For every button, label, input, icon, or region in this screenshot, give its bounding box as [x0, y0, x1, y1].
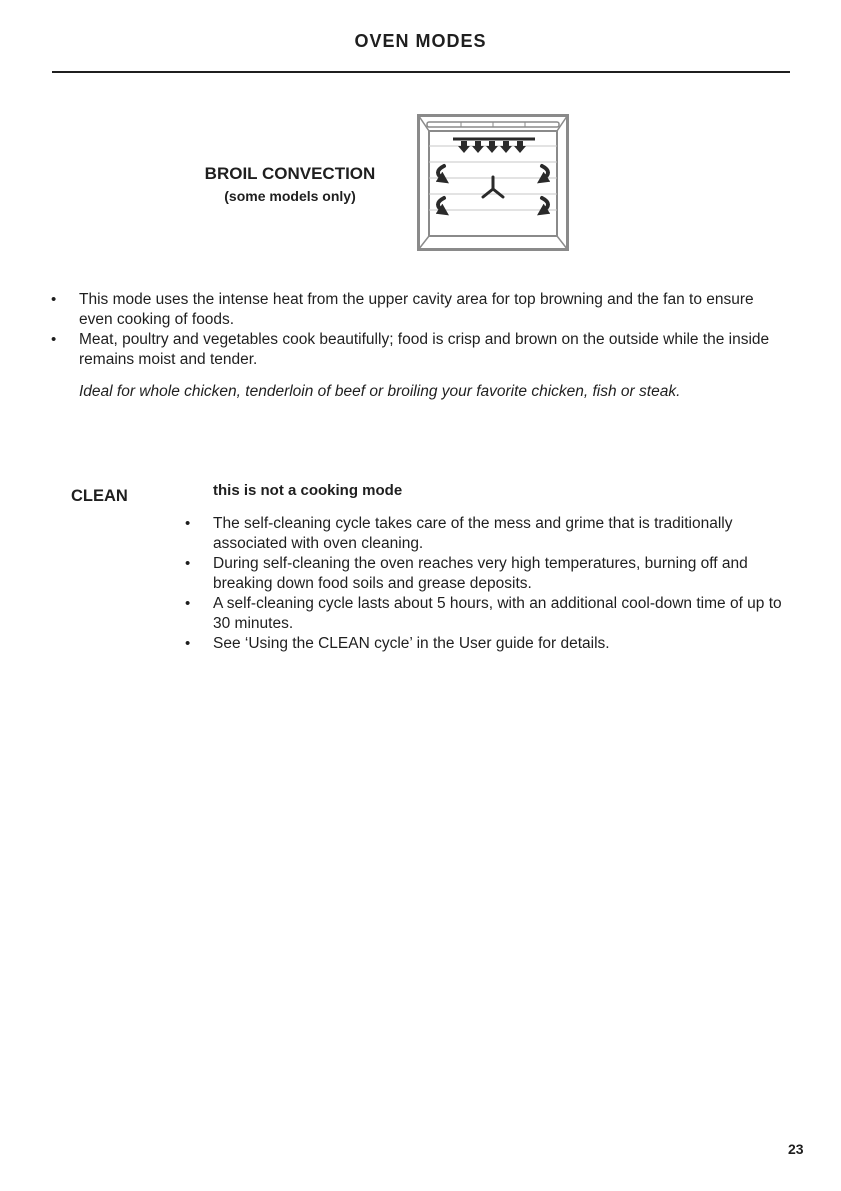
- list-item: • This mode uses the intense heat from the upper cavity area for top browning and the fan to ensure even cooking of foods.: [79, 290, 779, 330]
- clean-mode-title: CLEAN: [71, 487, 128, 505]
- list-item: • A self-cleaning cycle lasts about 5 hours, with an additional cool-down time of up to 30 minutes.: [213, 594, 788, 634]
- header-divider: [52, 71, 790, 73]
- broil-convection-title: BROIL CONVECTION: [204, 164, 376, 183]
- list-item: • During self-cleaning the oven reaches very high temperatures, burning off and breaking down food soils and grease deposits.: [213, 554, 788, 594]
- broil-convection-subtitle: (some models only): [224, 188, 356, 204]
- list-item: • The self-cleaning cycle takes care of the mess and grime that is traditionally associated with oven cleaning.: [213, 514, 788, 554]
- list-item: • See ‘Using the CLEAN cycle’ in the User guide for details.: [213, 634, 788, 654]
- page-title: OVEN MODES: [354, 31, 487, 51]
- page-number: 23: [788, 1141, 804, 1157]
- broil-convection-ideal-for: Ideal for whole chicken, tenderloin of beef or broiling your favorite chicken, fish or steak.: [79, 383, 681, 400]
- clean-mode-note: this is not a cooking mode: [213, 482, 403, 499]
- list-item: • Meat, poultry and vegetables cook beautifully; food is crisp and brown on the outside while the inside remains moist and tender.: [79, 330, 779, 370]
- clean-bullet-list: [213, 514, 788, 654]
- oven-broil-convection-icon: [417, 114, 569, 251]
- broil-convection-bullet-list: [79, 290, 779, 370]
